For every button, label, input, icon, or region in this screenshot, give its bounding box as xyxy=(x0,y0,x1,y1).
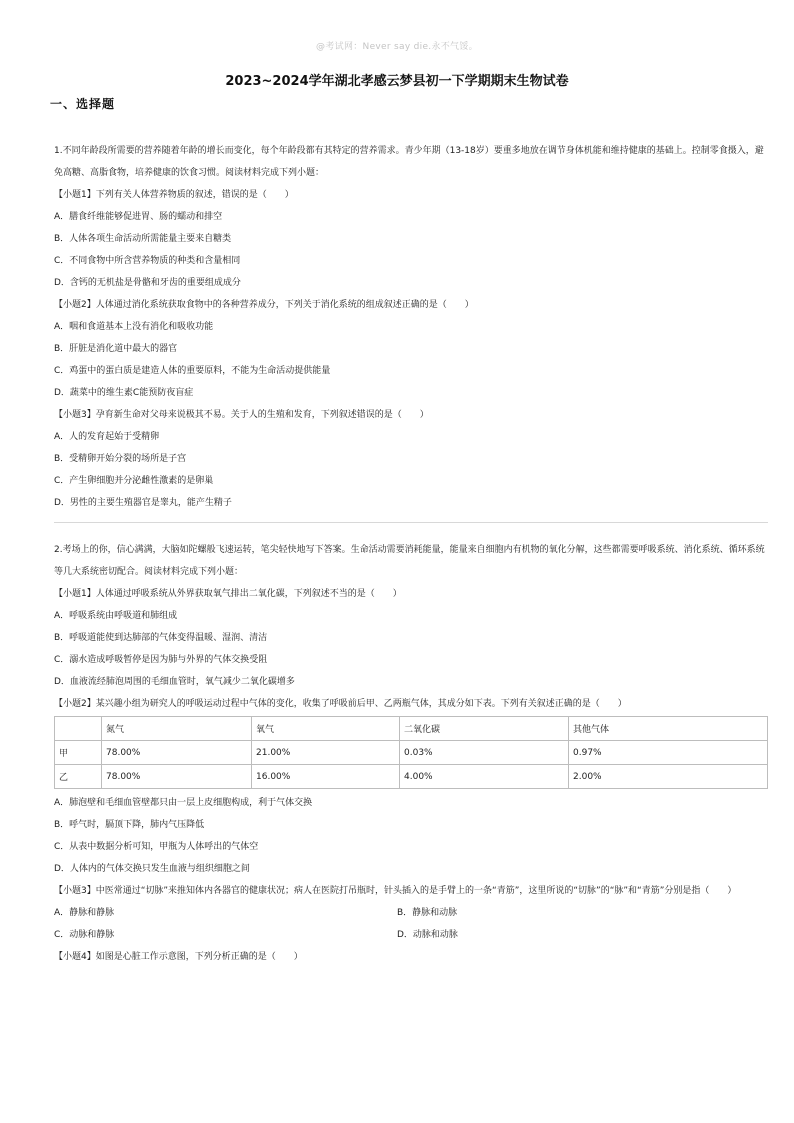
table-cell: 0.97% xyxy=(569,741,768,765)
table-header-cell xyxy=(55,717,102,741)
q2-sub4-prompt: 【小题4】如图是心脏工作示意图，下列分析正确的是（ ） xyxy=(54,952,303,962)
question-divider xyxy=(54,522,768,523)
q2-sub2-option-c[interactable]: C．从表中数据分析可知，甲瓶为人体呼出的气体空 xyxy=(54,842,259,852)
q2-sub3-options-row-1 xyxy=(54,902,768,924)
q1-sub2-option-c[interactable]: C．鸡蛋中的蛋白质是建造人体的重要原料，不能为生命活动提供能量 xyxy=(54,366,331,376)
table-cell: 16.00% xyxy=(252,765,400,789)
q1-sub1-option-a[interactable]: A．膳食纤维能够促进胃、肠的蠕动和排空 xyxy=(54,212,223,222)
table-header-cell: 其他气体 xyxy=(569,717,768,741)
table-header-cell: 氧气 xyxy=(252,717,400,741)
table-header-cell: 氮气 xyxy=(102,717,252,741)
page-title: 2023~2024学年湖北孝感云梦县初一下学期期末生物试卷 xyxy=(225,74,569,89)
section-heading: 一、选择题 xyxy=(50,97,116,111)
q1-sub2-prompt: 【小题2】人体通过消化系统获取食物中的各种营养成分，下列关于消化系统的组成叙述正确的是（ ） xyxy=(54,300,474,310)
q2-sub1-option-b[interactable]: B．呼吸道能使到达肺部的气体变得温暖、湿润、清洁 xyxy=(54,633,268,643)
gas-composition-table xyxy=(54,716,768,789)
table-cell: 0.03% xyxy=(400,741,569,765)
q1-sub3-option-c[interactable]: C．产生卵细胞并分泌雌性激素的是卵巢 xyxy=(54,476,214,486)
q2-sub2-prompt: 【小题2】某兴趣小组为研究人的呼吸运动过程中气体的变化，收集了呼吸前后甲、乙两瓶气体，其成分如下表。下列有关叙述正确的是（ ） xyxy=(54,699,627,709)
q2-sub3-options-row-2 xyxy=(54,924,768,946)
q1-sub1-prompt: 【小题1】下列有关人体营养物质的叙述，错误的是（ ） xyxy=(54,190,294,200)
q2-sub2-option-d[interactable]: D．人体内的气体交换只发生血液与组织细胞之间 xyxy=(54,864,250,874)
q2-sub3-prompt: 【小题3】中医常通过“切脉”来推知体内各器官的健康状况；病人在医院打吊瓶时，针头插入的是手臂上的一条“青筋”，这里所说的“切脉”的“脉”和“青筋”分别是指（ ） xyxy=(54,886,737,896)
q2-sub3-option-b[interactable]: B．静脉和动脉 xyxy=(397,908,458,918)
question-2-stem: 2.考场上的你，信心满满，大脑如陀螺般飞速运转，笔尖轻快地写下答案。生命活动需要消耗能量，能量来自细胞内有机物的氧化分解，这些都需要呼吸系统、消化系统、循环系统等几大系统密切配合。阅读材料完成下列小题： xyxy=(54,545,765,577)
table-cell: 乙 xyxy=(55,765,102,789)
q1-sub3-option-b[interactable]: B．受精卵开始分裂的场所是子宫 xyxy=(54,454,187,464)
table-row xyxy=(55,741,768,765)
table-cell: 甲 xyxy=(55,741,102,765)
q2-sub1-prompt: 【小题1】人体通过呼吸系统从外界获取氧气排出二氧化碳，下列叙述不当的是（ ） xyxy=(54,589,402,599)
q1-sub1-option-b[interactable]: B．人体各项生命活动所需能量主要来自糖类 xyxy=(54,234,232,244)
table-cell: 2.00% xyxy=(569,765,768,789)
q2-sub3-option-c[interactable]: C．动脉和静脉 xyxy=(54,930,115,940)
q2-sub1-option-c[interactable]: C．溺水造成呼吸暂停是因为肺与外界的气体交换受阻 xyxy=(54,655,268,665)
q1-sub2-option-b[interactable]: B．肝脏是消化道中最大的器官 xyxy=(54,344,178,354)
q1-sub2-option-d[interactable]: D．蔬菜中的维生素C能预防夜盲症 xyxy=(54,388,194,398)
table-row xyxy=(55,765,768,789)
q1-sub3-option-a[interactable]: A．人的发育起始于受精卵 xyxy=(54,432,160,442)
q1-sub1-option-c[interactable]: C．不同食物中所含营养物质的种类和含量相同 xyxy=(54,256,241,266)
q2-sub1-option-a[interactable]: A．呼吸系统由呼吸道和肺组成 xyxy=(54,611,178,621)
table-header-cell: 二氧化碳 xyxy=(400,717,569,741)
table-header-row xyxy=(55,717,768,741)
table-cell: 78.00% xyxy=(102,741,252,765)
question-2 xyxy=(54,539,768,968)
q2-sub3-option-a[interactable]: A．静脉和静脉 xyxy=(54,908,115,918)
table-cell: 78.00% xyxy=(102,765,252,789)
q1-sub3-prompt: 【小题3】孕育新生命对父母来说极其不易。关于人的生殖和发育，下列叙述错误的是（ ） xyxy=(54,410,429,420)
q2-sub3-option-d[interactable]: D．动脉和动脉 xyxy=(397,930,458,940)
q2-sub2-option-a[interactable]: A．肺泡壁和毛细血管壁都只由一层上皮细胞构成，利于气体交换 xyxy=(54,798,313,808)
question-1-stem: 1.不同年龄段所需要的营养随着年龄的增长而变化，每个年龄段都有其特定的营养需求。青少年期（13-18岁）要重多地放在调节身体机能和维持健康的基础上。控制零食摄入，避免高糖、高脂食物，培养健康的饮食习惯。阅读材料完成下列小题： xyxy=(54,146,764,178)
q1-sub3-option-d[interactable]: D．男性的主要生殖器官是睾丸，能产生精子 xyxy=(54,498,232,508)
table-cell: 4.00% xyxy=(400,765,569,789)
q1-sub2-option-a[interactable]: A．咽和食道基本上没有消化和吸收功能 xyxy=(54,322,214,332)
question-1 xyxy=(54,140,768,968)
q2-sub2-option-b[interactable]: B．呼气时，膈顶下降，肺内气压降低 xyxy=(54,820,205,830)
watermark-text: @考试网：Never say die.永不气馁。 xyxy=(316,42,478,52)
q2-sub1-option-d[interactable]: D．血液流经肺泡周围的毛细血管时，氧气减少二氧化碳增多 xyxy=(54,677,295,687)
table-cell: 21.00% xyxy=(252,741,400,765)
q1-sub1-option-d[interactable]: D．含钙的无机盐是骨骼和牙齿的重要组成成分 xyxy=(54,278,241,288)
